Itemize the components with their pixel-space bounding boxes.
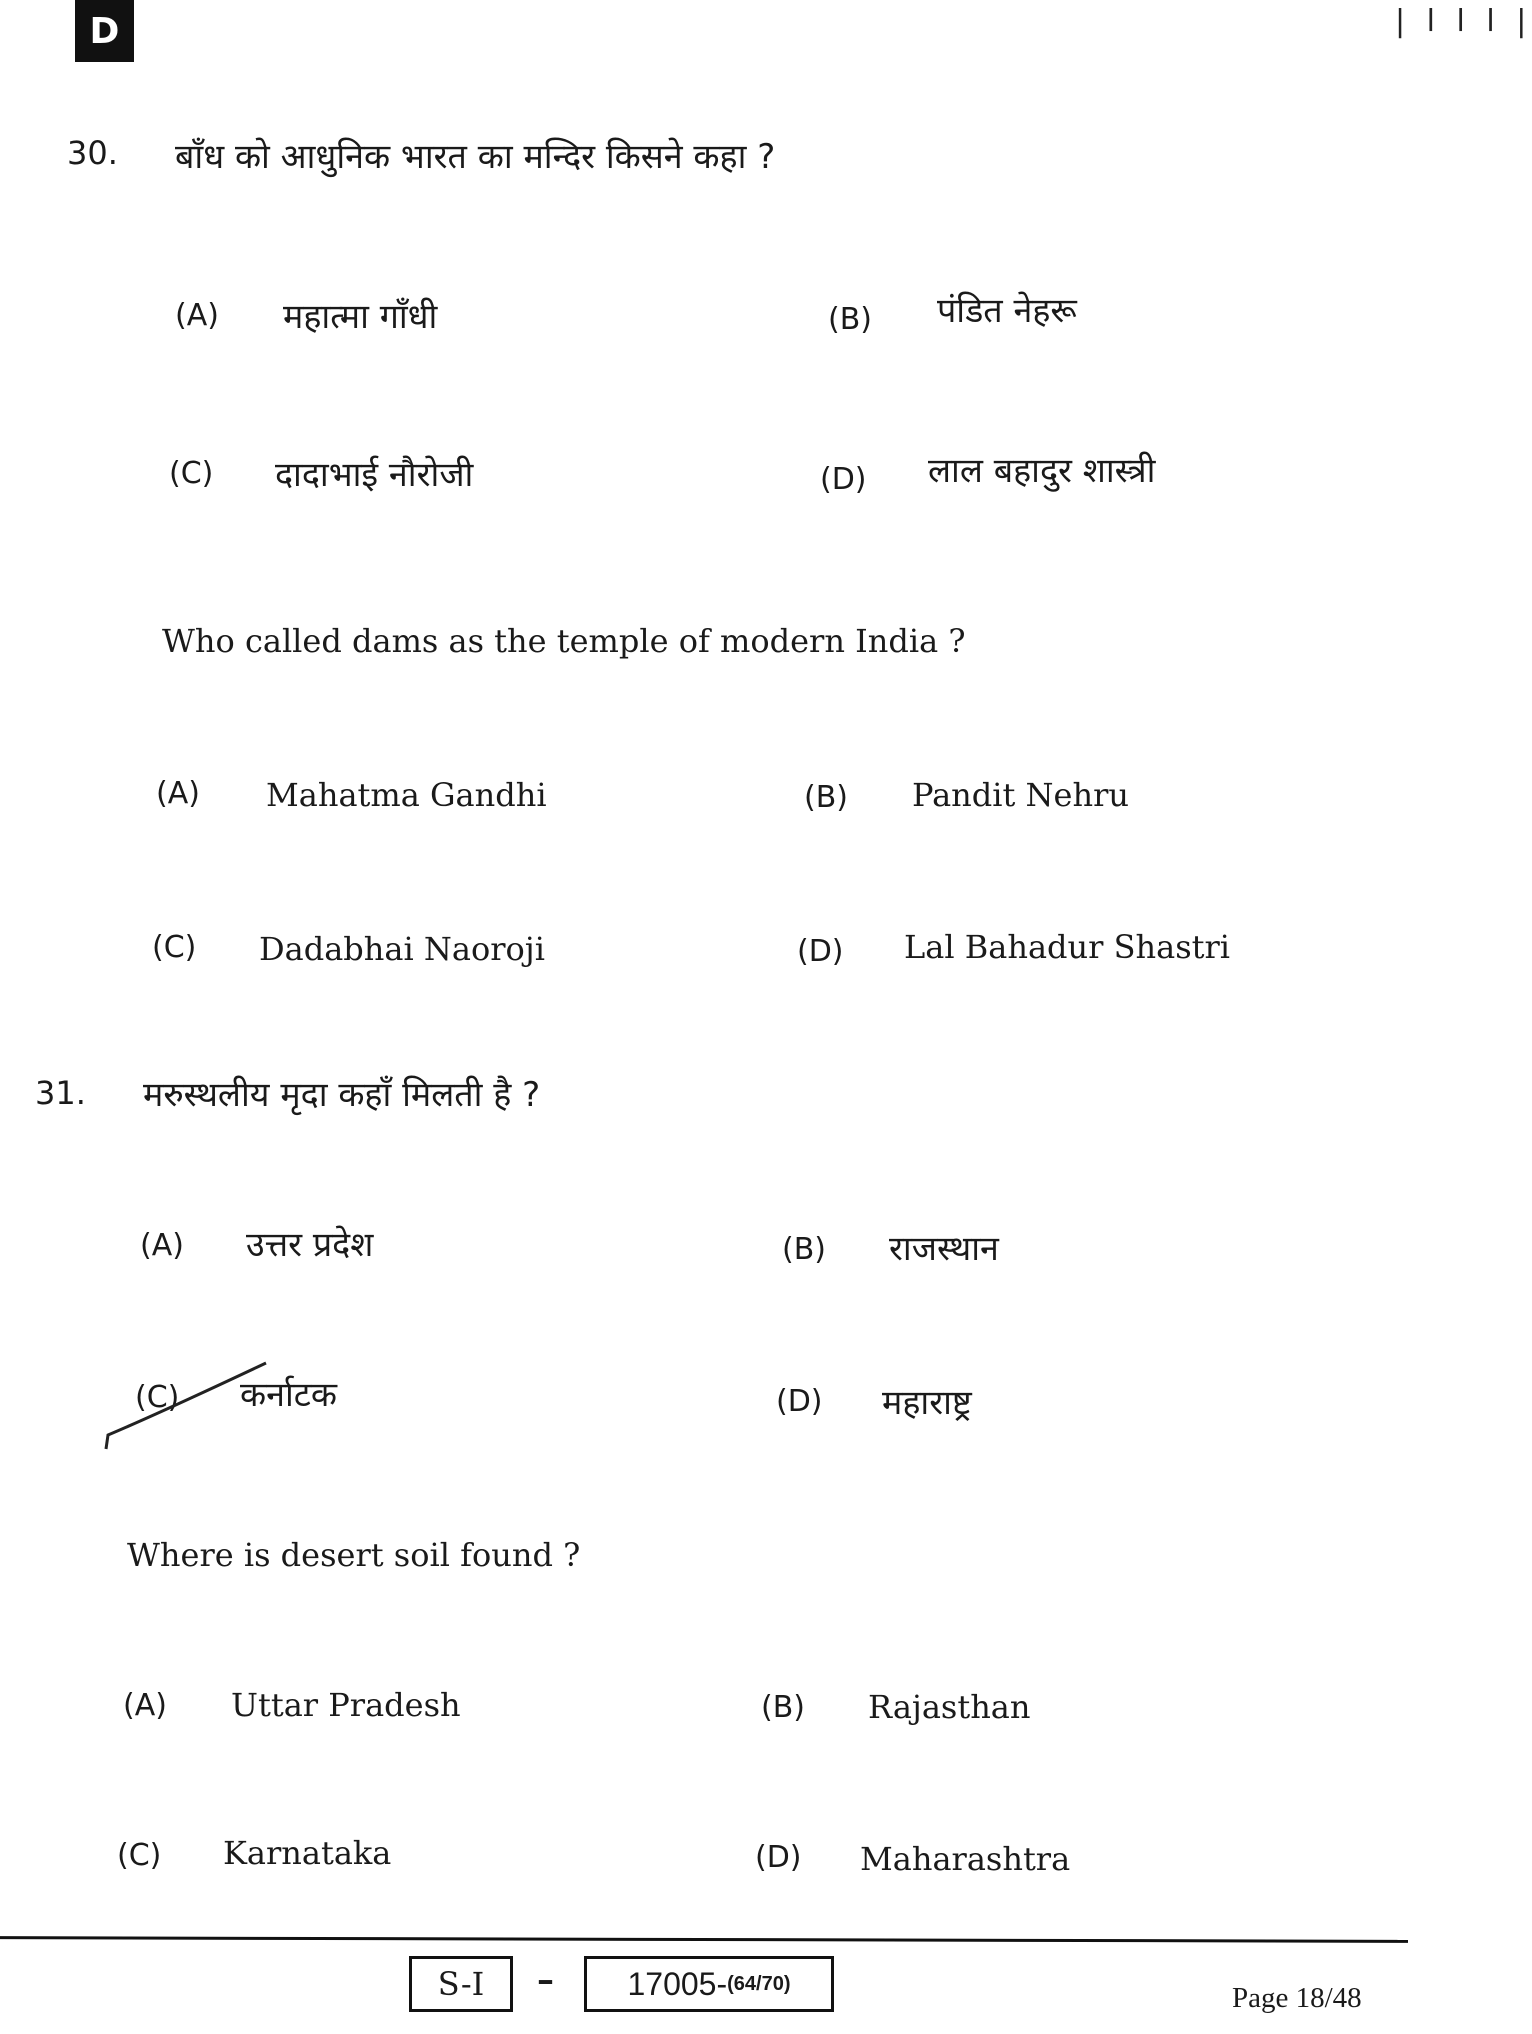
option-label: (B): [828, 302, 872, 337]
option-label: (A): [140, 1228, 184, 1263]
option-text: Rajasthan: [868, 1688, 1031, 1726]
option-label: (D): [797, 934, 844, 969]
option-text: Karnataka: [223, 1834, 392, 1872]
handwritten-marks: | l l l |: [1395, 4, 1532, 39]
option-label: (C): [117, 1838, 162, 1873]
option-label: (B): [782, 1232, 826, 1267]
option-text: Mahatma Gandhi: [266, 776, 547, 814]
option-label: (A): [175, 298, 219, 333]
option-label: (B): [761, 1690, 805, 1725]
option-text: राजस्थान: [889, 1229, 999, 1269]
option-text: कर्नाटक: [240, 1375, 338, 1415]
paper-code-box: [584, 1956, 834, 2012]
question-number: 30.: [67, 134, 118, 172]
paper-code: 17005-: [627, 1965, 728, 2002]
question-english: Who called dams as the temple of modern India ?: [162, 622, 966, 660]
question-number: 31.: [35, 1074, 86, 1112]
question-english: Where is desert soil found ?: [127, 1536, 581, 1574]
handwritten-tick-mark: [100, 1355, 280, 1455]
option-text: महात्मा गाँधी: [283, 297, 438, 337]
option-label: (B): [804, 780, 848, 815]
set-code-badge: D: [75, 0, 134, 62]
page-number: Page 18/48: [1232, 1982, 1362, 2014]
option-text: Pandit Nehru: [912, 776, 1129, 814]
footer-rule: [0, 1936, 1408, 1943]
question-hindi: बाँध को आधुनिक भारत का मन्दिर किसने कहा ?: [175, 137, 776, 177]
option-label: (C): [169, 456, 214, 491]
option-text: लाल बहादुर शास्त्री: [928, 451, 1156, 491]
question-hindi: मरुस्थलीय मृदा कहाँ मिलती है ?: [143, 1075, 541, 1115]
option-label: (D): [820, 462, 867, 497]
option-label: (D): [776, 1384, 823, 1419]
option-label: (C): [135, 1380, 180, 1415]
option-text: Dadabhai Naoroji: [259, 930, 545, 968]
option-text: महाराष्ट्र: [882, 1383, 972, 1423]
option-label: (C): [152, 930, 197, 965]
option-text: उत्तर प्रदेश: [246, 1225, 374, 1265]
series-box: S-I: [409, 1956, 513, 2012]
footer-dash: –: [537, 1960, 554, 2000]
option-label: (A): [123, 1688, 167, 1723]
option-text: Lal Bahadur Shastri: [904, 928, 1230, 966]
option-text: पंडित नेहरू: [937, 291, 1077, 331]
option-text: Uttar Pradesh: [231, 1686, 461, 1724]
option-label: (A): [156, 776, 200, 811]
option-label: (D): [755, 1840, 802, 1875]
paper-code-suffix: (64/70): [727, 1972, 791, 1995]
option-text: Maharashtra: [860, 1840, 1071, 1878]
option-text: दादाभाई नौरोजी: [275, 455, 474, 495]
